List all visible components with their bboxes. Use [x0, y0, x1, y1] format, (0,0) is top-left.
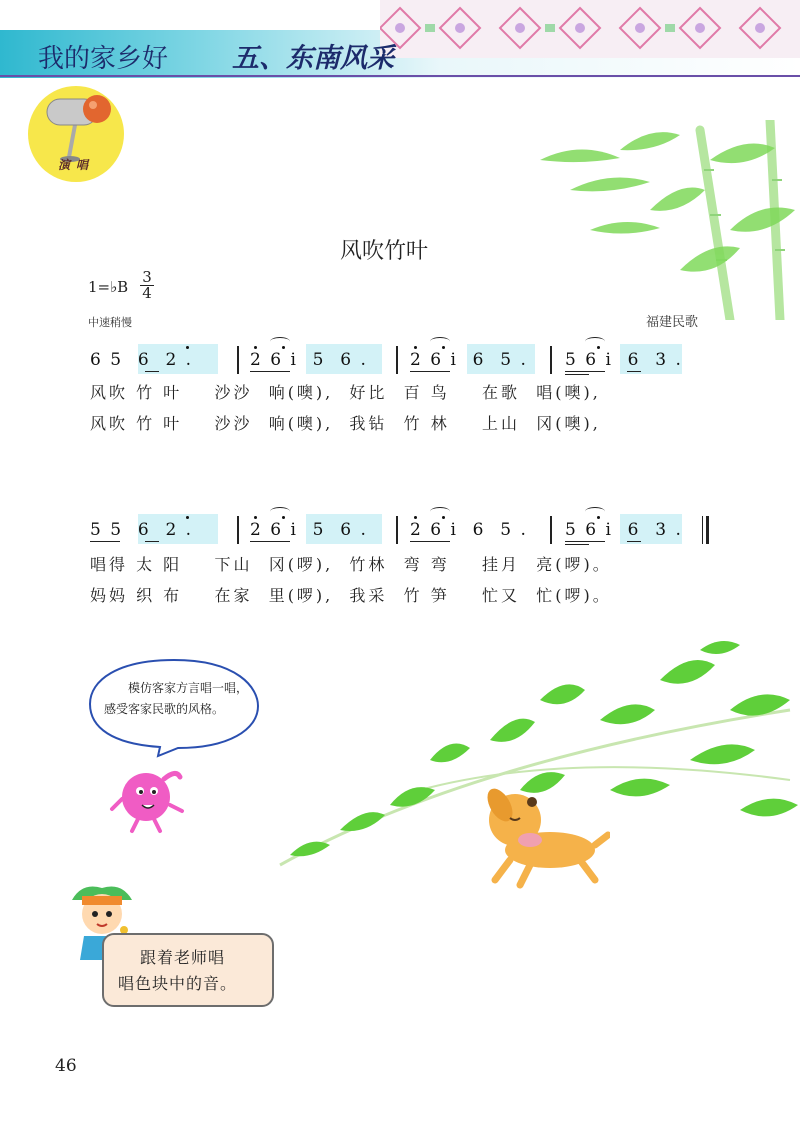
pink-character: [108, 765, 188, 835]
header-rule: [0, 75, 800, 77]
dog-illustration: [470, 780, 610, 890]
key-signature: 1=♭B: [88, 278, 129, 296]
note-underline: [565, 371, 605, 372]
lyrics-verse-1: 风吹 竹 叶 沙沙 响(噢), 好比 百 鸟 在歌 唱(噢),: [90, 383, 601, 402]
barline: [237, 346, 239, 374]
ethnic-pattern-decoration: [380, 0, 800, 58]
octave-dot: [186, 516, 189, 519]
note-underline: [565, 544, 589, 545]
badge-label: 演唱: [57, 158, 94, 172]
note-underline: [145, 541, 159, 542]
octave-dot: [414, 346, 417, 349]
slur-mark: [585, 337, 605, 346]
chapter-title: 五、东南风采: [232, 43, 394, 74]
slur-mark: [430, 337, 450, 346]
note-underline: [627, 371, 641, 372]
octave-dot: [254, 516, 257, 519]
time-signature-bottom: 4: [142, 284, 152, 302]
octave-dot: [597, 516, 600, 519]
note-underline: [627, 541, 641, 542]
barline: [396, 516, 398, 544]
barline: [396, 346, 398, 374]
note-underline: [250, 371, 290, 372]
note-underline: [90, 541, 120, 542]
barline: [237, 516, 239, 544]
instruction-text: [118, 945, 237, 997]
octave-dot: [254, 346, 257, 349]
instruction-line-1: 跟着老师唱: [140, 948, 226, 967]
notes-measure: 5 5 6 2 .: [90, 520, 194, 540]
octave-dot: [414, 516, 417, 519]
note-underline: [250, 541, 290, 542]
slur-mark: [270, 507, 290, 516]
song-origin: 福建民歌: [646, 315, 699, 330]
time-signature-top: 3: [142, 268, 152, 286]
slur-mark: [585, 507, 605, 516]
slur-mark: [270, 337, 290, 346]
notes-measure: 5 6 i 6 3 .: [565, 520, 683, 540]
notes-measure: 2 6 i 6 5 .: [410, 520, 528, 540]
final-barline: [702, 516, 709, 544]
speech-bubble-text: 模仿客家方言唱一唱，感受客家民歌的风格。: [104, 681, 249, 716]
note-underline: [565, 541, 605, 542]
note-underline: [145, 371, 159, 372]
tempo-marking: 中速稍慢: [88, 316, 132, 329]
note-underline: [410, 371, 450, 372]
slur-mark: [430, 507, 450, 516]
note-underline: [565, 374, 589, 375]
lyrics-verse-1: 唱得 太 阳 下山 冈(啰), 竹林 弯 弯 挂月 亮(啰)。: [90, 555, 612, 574]
lyrics-verse-2: 风吹 竹 叶 沙沙 响(噢), 我钻 竹 林 上山 冈(噢),: [90, 414, 601, 433]
notes-measure: 5 6 i 6 3 .: [565, 350, 683, 370]
notes-measure: 2 6 i 5 6 .: [250, 520, 368, 540]
notes-measure: 2 6 i 5 6 .: [250, 350, 368, 370]
notes-measure: 6 5 6 2 .: [90, 350, 194, 370]
note-underline: [410, 541, 450, 542]
octave-dot: [282, 516, 285, 519]
unit-title: 我的家乡好: [38, 44, 169, 74]
octave-dot: [282, 346, 285, 349]
barline: [550, 516, 552, 544]
octave-dot: [442, 346, 445, 349]
octave-dot: [186, 346, 189, 349]
bamboo-illustration-top: [530, 120, 800, 320]
page-number: 46: [55, 1056, 77, 1076]
notes-measure: 2 6 i 6 5 .: [410, 350, 528, 370]
time-signature: [140, 270, 154, 301]
lyrics-verse-2: 妈妈 织 布 在家 里(啰), 我采 竹 笋 忙又 忙(啰)。: [90, 586, 612, 605]
octave-dot: [597, 346, 600, 349]
barline: [550, 346, 552, 374]
octave-dot: [442, 516, 445, 519]
instruction-line-2: 唱色块中的音。: [118, 974, 238, 993]
song-title: 风吹竹叶: [340, 239, 429, 264]
